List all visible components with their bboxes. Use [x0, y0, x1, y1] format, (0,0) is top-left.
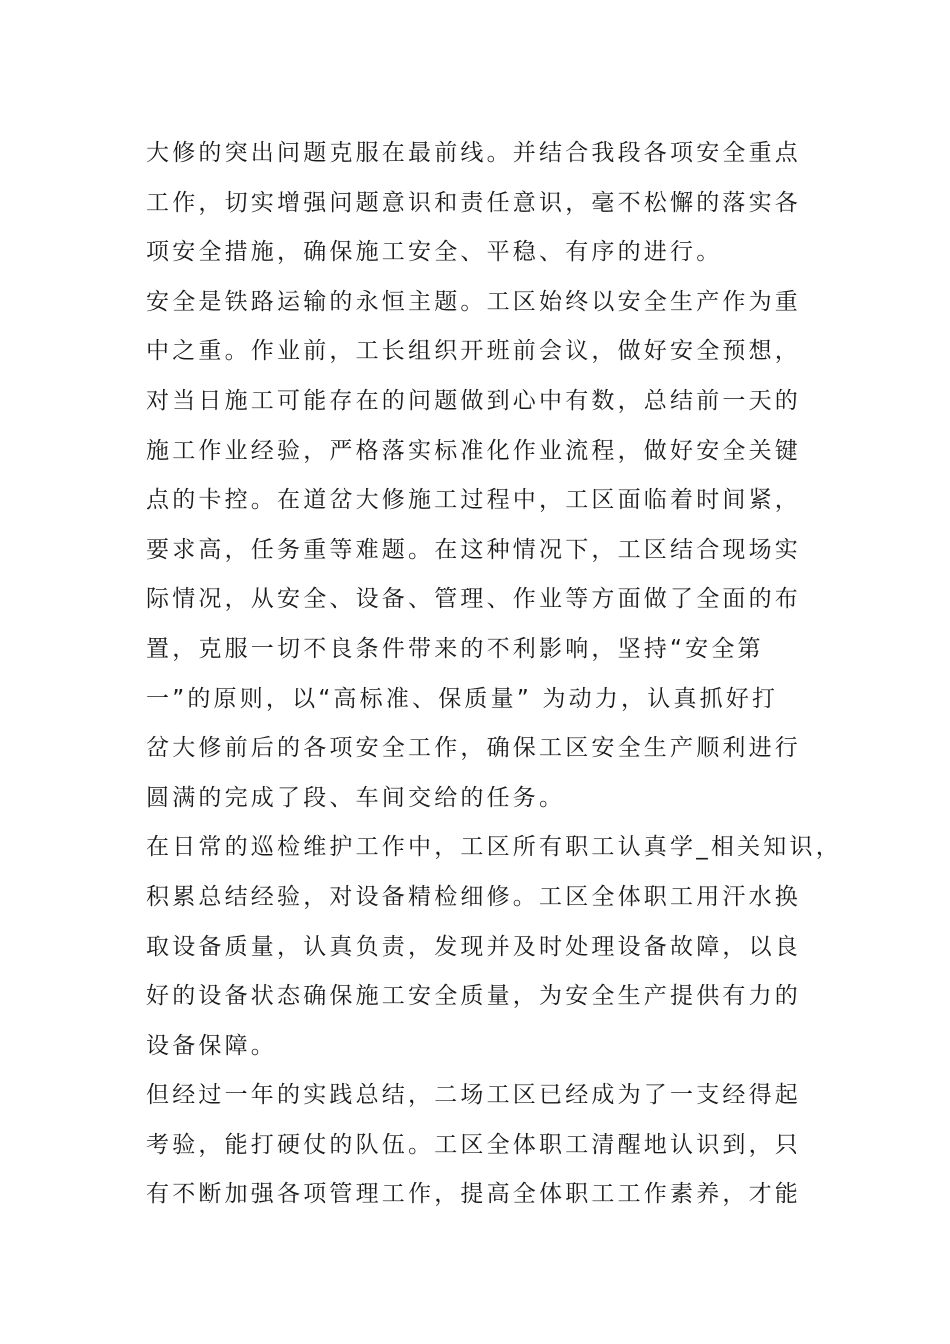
- text-line: 考验，能打硬仗的队伍。工区全体职工清醒地认识到，只: [146, 1131, 801, 1158]
- text-line: 安全是铁路运输的永恒主题。工区始终以安全生产作为重: [146, 288, 801, 315]
- text-line: 在日常的巡检维护工作中，工区所有职工认真学_相关知识，: [146, 834, 842, 861]
- text-line: 点的卡控。在道岔大修施工过程中，工区面临着时间紧，: [146, 487, 801, 514]
- text-line: 要求高，任务重等难题。在这种情况下，工区结合现场实: [146, 536, 801, 563]
- text-line: 对当日施工可能存在的问题做到心中有数，总结前一天的: [146, 387, 801, 414]
- document-body-text: [146, 129, 842, 1220]
- text-line: 中之重。作业前，工长组织开班前会议，做好安全预想，: [146, 338, 801, 365]
- text-line: 大修的突出问题克服在最前线。并结合我段各项安全重点: [146, 140, 801, 166]
- text-line: 设备保障。: [146, 1032, 277, 1059]
- text-line: 圆满的完成了段、车间交给的任务。: [146, 784, 566, 811]
- text-line: 际情况，从安全、设备、管理、作业等方面做了全面的布: [146, 586, 801, 613]
- text-line: 岔大修前后的各项安全工作，确保工区安全生产顺利进行: [146, 735, 801, 762]
- text-line: 好的设备状态确保施工安全质量，为安全生产提供有力的: [146, 983, 801, 1010]
- text-line: 施工作业经验，严格落实标准化作业流程，做好安全关键: [146, 437, 801, 464]
- text-line: 取设备质量，认真负责，发现并及时处理设备故障，以良: [146, 933, 801, 960]
- text-line: 积累总结经验，对设备精检细修。工区全体职工用汗水换: [146, 883, 801, 910]
- text-line: 项安全措施，确保施工安全、平稳、有序的进行。: [146, 239, 723, 266]
- text-line: 工作，切实增强问题意识和责任意识，毫不松懈的落实各: [146, 189, 801, 216]
- text-line: 有不断加强各项管理工作，提高全体职工工作素养，才能: [146, 1181, 801, 1208]
- text-line: 置，克服一切不良条件带来的不利影响，坚持“安全第: [146, 635, 764, 662]
- text-line: 但经过一年的实践总结，二场工区已经成为了一支经得起: [146, 1082, 801, 1109]
- text-line: 一”的原则，以“高标准、保质量” 为动力，认真抓好打: [146, 685, 779, 712]
